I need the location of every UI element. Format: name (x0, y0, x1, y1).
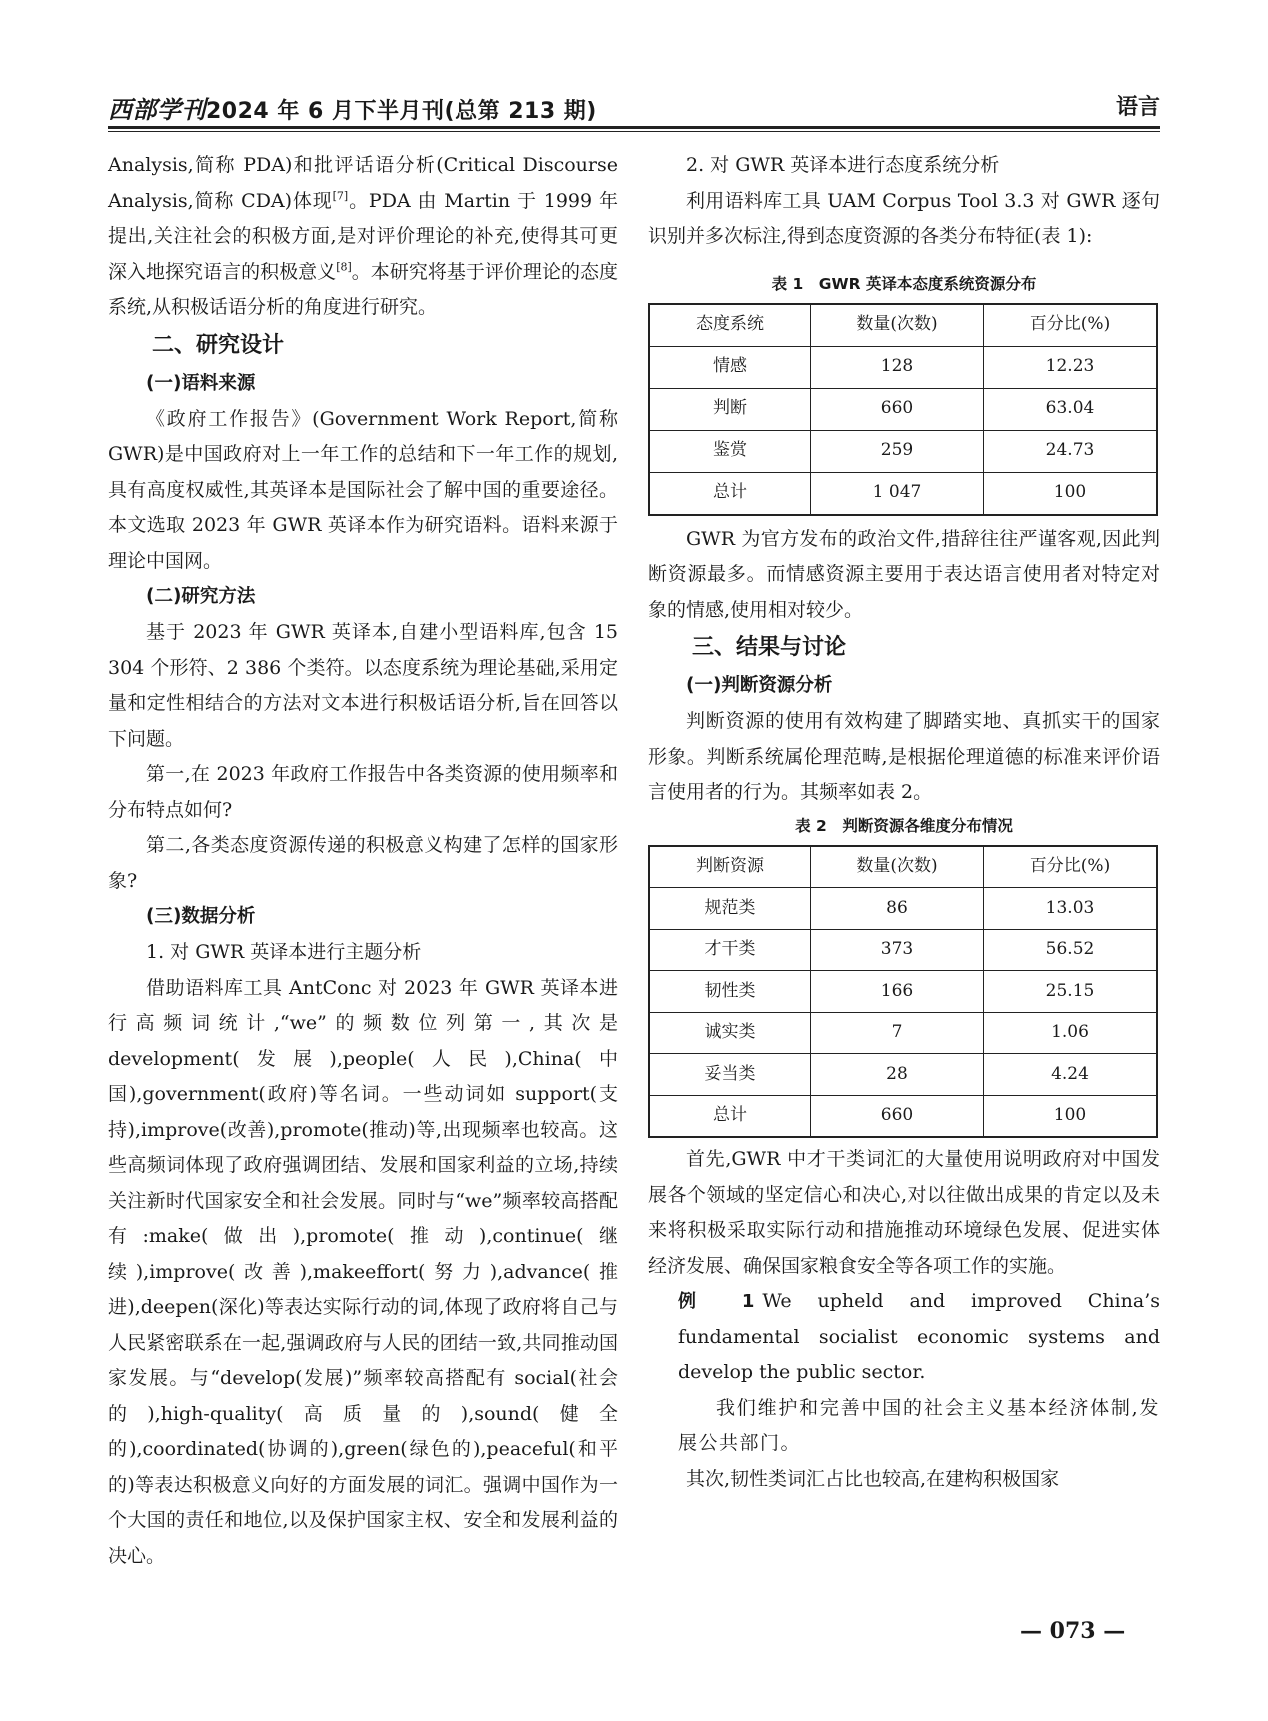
table-header-row (649, 304, 1157, 347)
citation-ref: [7] (332, 189, 349, 203)
section-heading: 三、结果与讨论 (692, 635, 847, 660)
table-cell: 判断 (649, 388, 811, 430)
table-cell: 规范类 (649, 888, 811, 930)
table-cell: 12.23 (984, 346, 1158, 388)
table-cell: 总计 (649, 472, 811, 515)
table-cell: 166 (811, 971, 984, 1013)
paragraph-heading: 1. 对 GWR 英译本进行主题分析 (146, 941, 422, 963)
table-cell: 情感 (649, 346, 811, 388)
table-header-cell: 态度系统 (649, 304, 811, 347)
table-header-cell: 数量(次数) (811, 846, 984, 888)
example-chinese: 我们维护和完善中国的社会主义基本经济体制,发展公共部门。 (678, 1396, 1160, 1454)
table-cell: 660 (811, 388, 984, 430)
header-rule-thin (108, 131, 1160, 132)
table-cell: 100 (984, 472, 1158, 515)
table-row (649, 929, 1157, 971)
table-cell: 总计 (649, 1095, 811, 1137)
right-column (648, 148, 1160, 1497)
section-tag: 语言 (1115, 95, 1160, 120)
table-row (649, 1095, 1157, 1137)
page-header (108, 88, 1160, 128)
paragraph: 借助语料库工具 AntConc 对 2023 年 GWR 英译本进行高频词统计,“we”的频数位列第一,其次是 development(发展),people(人民),China(中国),government(政府)等名词。一些动词如 support(支持),improve(改善),promote(推动)等,出现频率也较高。这些高频词体现了政府强调团结、发展和国家利益的立场,持续关注新时代国家安全和社会发展。同时与“we”频率较高搭配有:make(做出),promote(推动),continue(继续),improve(改善),makeeffort(努力),advance(推进),deepen(深化)等表达实际行动的词,体现了政府将自己与人民紧密联系在一起,强调政府与人民的团结一致,共同推动国家发展。与“develop(发展)”频率较高搭配有 social(社会的),high-quality(高质量的),sound(健全的),coordinated(协调的),green(绿色的),peaceful(和平的)等表达积极意义向好的方面发展的词汇。强调中国作为一个大国的责任和地位,以及保护国家主权、安全和发展利益的决心。 (108, 976, 618, 1567)
table-header-cell: 数量(次数) (811, 304, 984, 347)
table-caption: 表 2 判断资源各维度分布情况 (795, 816, 1013, 835)
table-cell: 56.52 (984, 929, 1158, 971)
table-row (649, 888, 1157, 930)
header-rule-thick (108, 126, 1160, 129)
table-cell: 鉴赏 (649, 430, 811, 472)
table-cell: 259 (811, 430, 984, 472)
section-heading: 二、研究设计 (152, 332, 285, 358)
table-cell: 128 (811, 346, 984, 388)
paragraph: Analysis,简称 PDA)和批评话语分析(Critical Discourse Analysis,简称 CDA)体现[7]。PDA 由 Martin 于 1999 年提出,关注社会的积极方面,是对评价理论的补充,使得其可更深入地探究语言的积极意义[8]。本研究将基于评价理论的态度系统,从积极话语分析的角度进行研究。 (108, 154, 618, 318)
table-cell: 25.15 (984, 971, 1158, 1013)
journal-logo: 西部学刊 (108, 95, 206, 124)
journal-issue: 2024 年 6 月下半月刊(总第 213 期) (206, 99, 597, 124)
table-cell: 86 (811, 888, 984, 930)
table-cell: 7 (811, 1012, 984, 1054)
table-cell: 妥当类 (649, 1054, 811, 1096)
table-cell: 才干类 (649, 929, 811, 971)
example-english: 例 1 We upheld and improved China’s fundamental socialist economic systems and develop the public sector. (678, 1290, 1160, 1383)
journal-title (108, 90, 597, 125)
table-row (649, 971, 1157, 1013)
subsection-heading: (一)判断资源分析 (686, 675, 833, 696)
table-cell: 4.24 (984, 1054, 1158, 1096)
example-label: 例 1 (678, 1291, 755, 1312)
paragraph: GWR 为官方发布的政治文件,措辞往往严谨客观,因此判断资源最多。而情感资源主要用于表达语言使用者对特定对象的情感,使用相对较少。 (648, 527, 1160, 621)
table-row (649, 1012, 1157, 1054)
table-cell: 24.73 (984, 430, 1158, 472)
table-cell: 660 (811, 1095, 984, 1137)
table-cell: 13.03 (984, 888, 1158, 930)
table-cell: 28 (811, 1054, 984, 1096)
table-cell: 373 (811, 929, 984, 971)
table-row (649, 388, 1157, 430)
subsection-heading: (三)数据分析 (146, 906, 256, 927)
table-caption: 表 1 GWR 英译本态度系统资源分布 (771, 274, 1037, 293)
paragraph: 基于 2023 年 GWR 英译本,自建小型语料库,包含 15 304 个形符、2 386 个类符。以态度系统为理论基础,采用定量和定性相结合的方法对文本进行积极话语分析,旨在回答以下问题。 (108, 621, 618, 750)
subsection-heading: (一)语料来源 (146, 372, 256, 394)
subsection-heading: (二)研究方法 (146, 586, 256, 607)
table-cell: 诚实类 (649, 1012, 811, 1054)
table-judgement-resources (648, 845, 1158, 1139)
paragraph-heading: 2. 对 GWR 英译本进行态度系统分析 (686, 154, 1000, 176)
table-row (649, 346, 1157, 388)
paragraph: 第二,各类态度资源传递的积极意义构建了怎样的国家形象? (108, 834, 618, 892)
paragraph: 第一,在 2023 年政府工作报告中各类资源的使用频率和分布特点如何? (108, 763, 618, 821)
page-number: — 073 — (1020, 1618, 1126, 1644)
table-row (649, 472, 1157, 515)
table-row (649, 1054, 1157, 1096)
paragraph: 《政府工作报告》(Government Work Report,简称 GWR)是中国政府对上一年工作的总结和下一年工作的规划,具有高度权威性,其英译本是国际社会了解中国的重要途径。本文选取 2023 年 GWR 英译本作为研究语料。语料来源于理论中国网。 (108, 407, 618, 572)
table-header-row (649, 846, 1157, 888)
left-column (108, 148, 618, 1574)
table-cell: 100 (984, 1095, 1158, 1137)
paragraph: 判断资源的使用有效构建了脚踏实地、真抓实干的国家形象。判断系统属伦理范畴,是根据伦理道德的标准来评价语言使用者的行为。其频率如表 2。 (648, 710, 1160, 803)
paragraph: 其次,韧性类词汇占比也较高,在建构积极国家 (686, 1467, 1060, 1490)
citation-ref: [8] (336, 260, 352, 274)
table-header-cell: 百分比(%) (984, 304, 1158, 347)
table-cell: 韧性类 (649, 971, 811, 1013)
table-header-cell: 百分比(%) (984, 846, 1158, 888)
table-header-cell: 判断资源 (649, 846, 811, 888)
table-row (649, 430, 1157, 472)
paragraph: 首先,GWR 中才干类词汇的大量使用说明政府对中国发展各个领域的坚定信心和决心,对以往做出成果的肯定以及未来将积极采取实际行动和措施推动环境绿色发展、促进实体经济发展、确保国家粮食安全等各项工作的实施。 (648, 1148, 1160, 1277)
table-cell: 1.06 (984, 1012, 1158, 1054)
table-attitude-system (648, 303, 1158, 516)
table-cell: 1 047 (811, 472, 984, 515)
table-cell: 63.04 (984, 388, 1158, 430)
paragraph: 利用语料库工具 UAM Corpus Tool 3.3 对 GWR 逐句识别并多次标注,得到态度资源的各类分布特征(表 1): (648, 189, 1160, 247)
